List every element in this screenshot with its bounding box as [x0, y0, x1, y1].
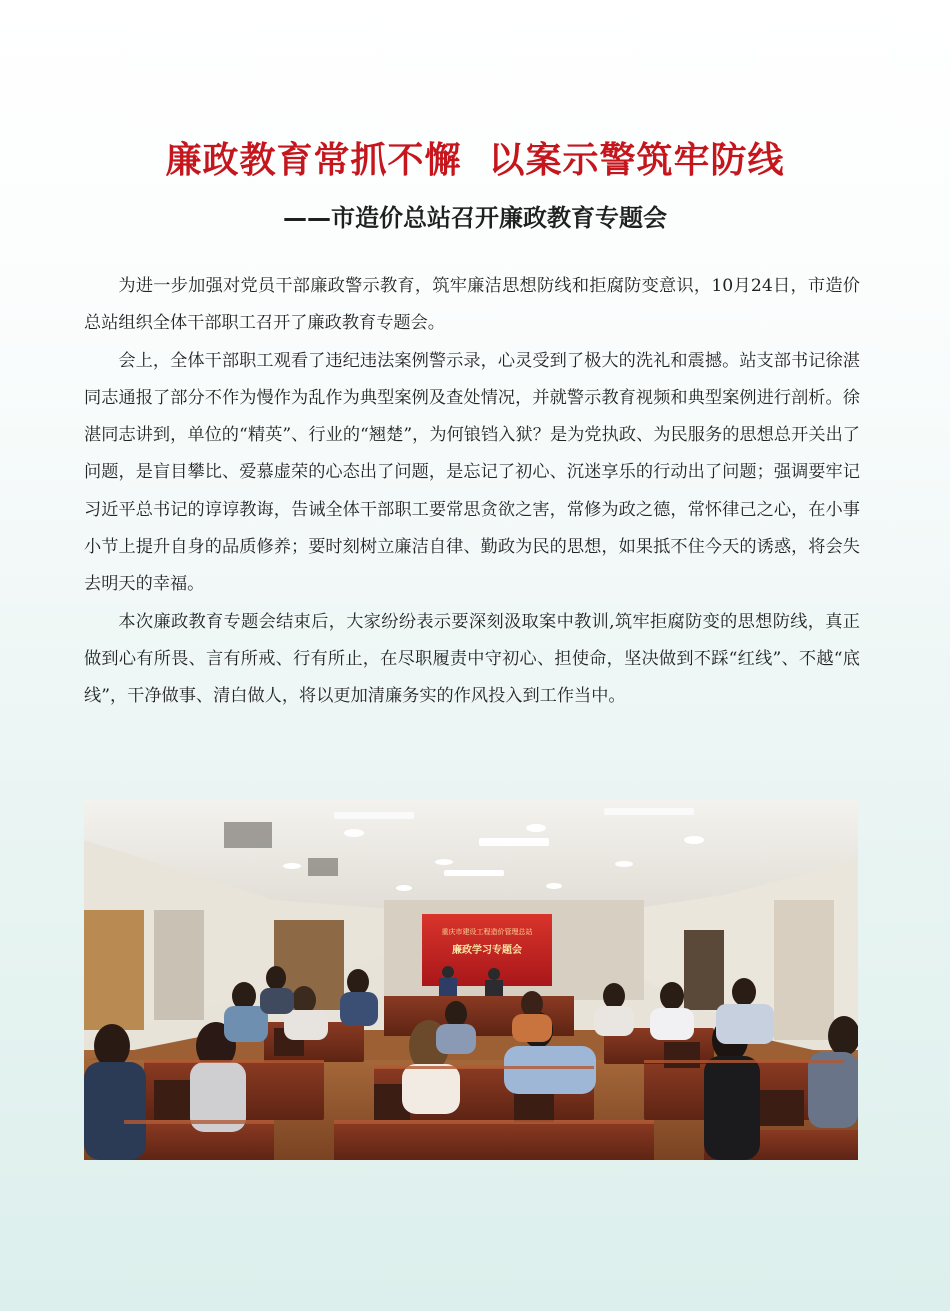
- left-panel: [154, 910, 204, 1020]
- article-title: 廉政教育常抓不懈 以案示警筑牢防线: [165, 139, 785, 181]
- right-column: [774, 900, 834, 1040]
- air-vent: [308, 858, 338, 876]
- air-vent: [224, 822, 272, 848]
- paragraph-2: 会上，全体干部职工观看了违纪违法案例警示录，心灵受到了极大的洗礼和震撼。站支部书记徐湛同志通报了部分不作为慢作为乱作为典型案例及查处情况，并就警示教育视频和典型案例进行剖析。徐湛同志讲到，单位的“精英”、行业的“翘楚”，为何锒铛入狱？是为党执政、为民服务的思想总开关出了问题，是盲目攀比、爱慕虚荣的心态出了问题，是忘记了初心、沉迷享乐的行动出了问题；强调要牢记习近平总书记的谆谆教诲，告诫全体干部职工要常思贪欲之害，常修为政之德，常怀律己之心，在小事小节上提升自身的品质修养；要时刻树立廉洁自律、勤政为民的思想，如果抵不住今天的诱惑，将会失去明天的幸福。: [84, 350, 860, 595]
- screen-banner-line2: 廉政学习专题会: [452, 945, 522, 956]
- right-cabinet: [684, 930, 724, 1010]
- article-body: [84, 268, 860, 716]
- left-door: [84, 910, 144, 1030]
- screen-banner-line1: 重庆市建设工程造价管理总站: [441, 928, 533, 936]
- article-subtitle: ——市造价总站召开廉政教育专题会: [283, 204, 667, 232]
- paragraph-1: 为进一步加强对党员干部廉政警示教育，筑牢廉洁思想防线和拒腐防变意识，10月24日，市造价总站组织全体干部职工召开了廉政教育专题会。: [84, 276, 860, 334]
- meeting-photo: [84, 800, 858, 1160]
- paragraph-3: 本次廉政教育专题会结束后，大家纷纷表示要深刻汲取案中教训,筑牢拒腐防变的思想防线，真正做到心有所畏、言有所戒、行有所止，在尽职履责中守初心、担使命，坚决做到不踩“红线”、不越“底线”，干净做事、清白做人，将以更加清廉务实的作风投入到工作当中。: [84, 611, 860, 707]
